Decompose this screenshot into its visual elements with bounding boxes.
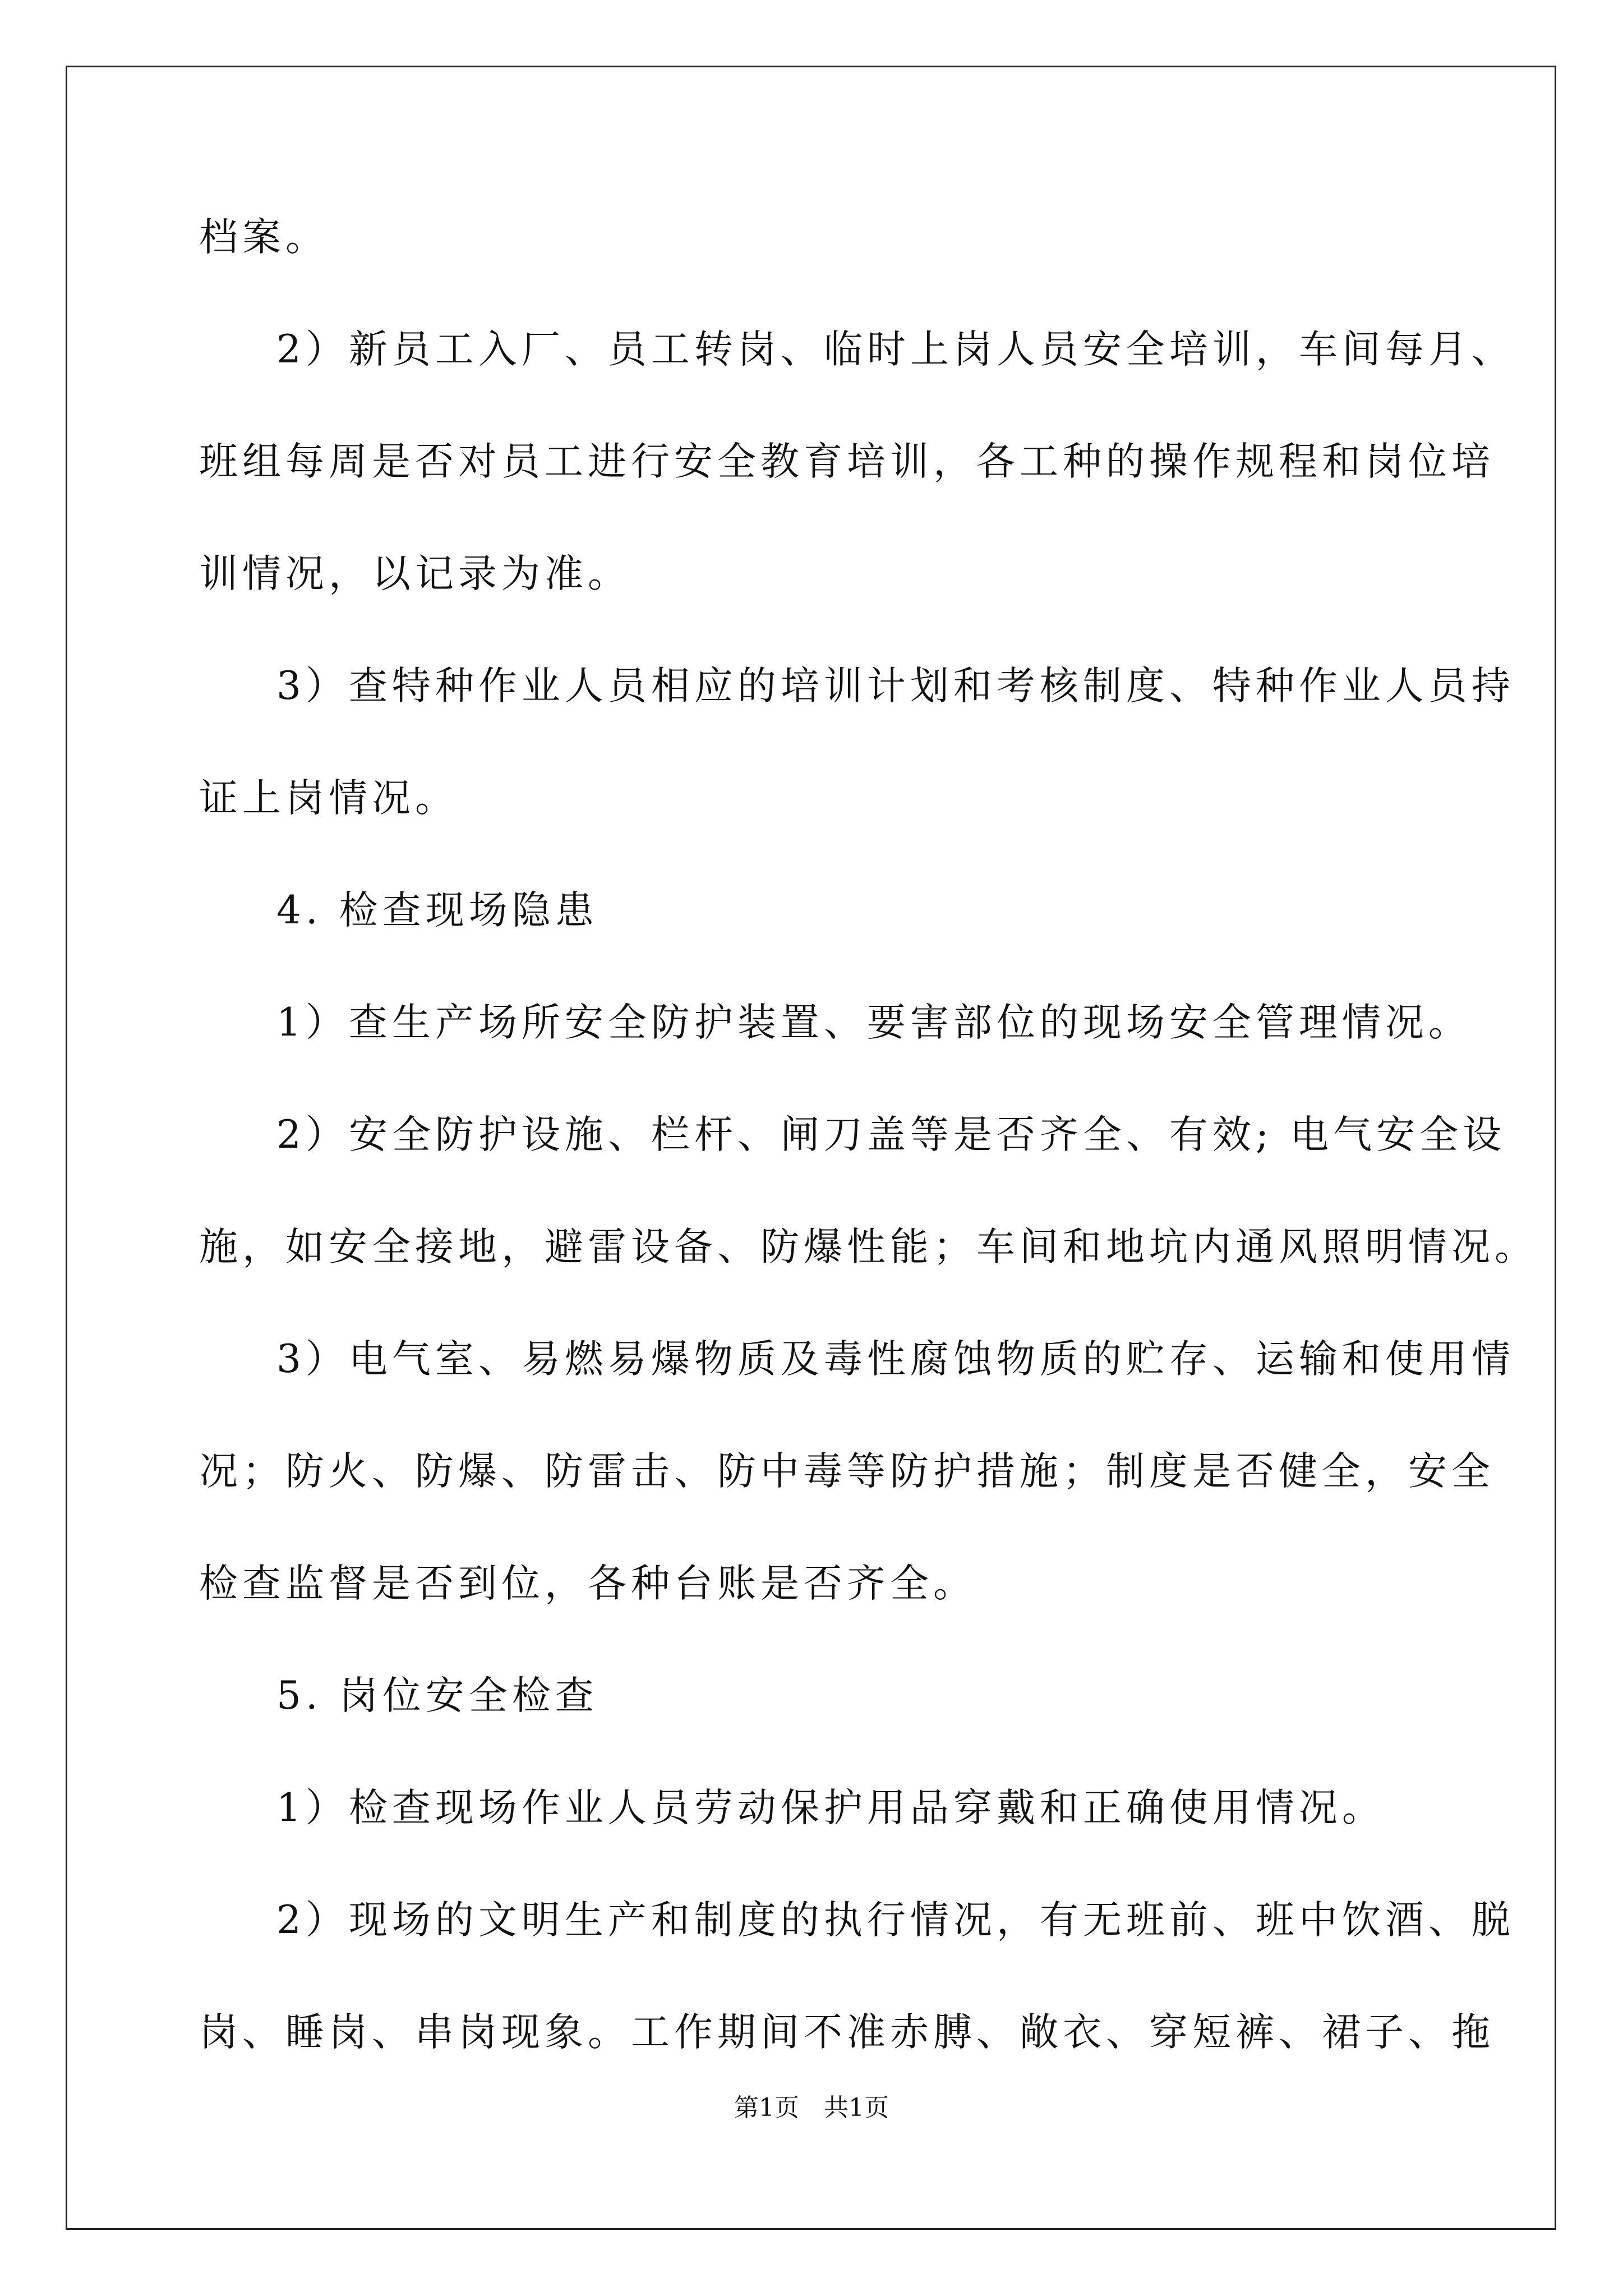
text-line: 岗、睡岗、串岗现象。工作期间不准赤膊、敞衣、穿短裤、裙子、拖 [199, 2010, 1495, 2055]
text-line: 2）安全防护设施、栏杆、闸刀盖等是否齐全、有效; 电气安全设 [276, 1112, 1506, 1157]
text-line: 检查监督是否到位，各种台账是否齐全。 [199, 1561, 976, 1606]
text-line: 班组每周是否对员工进行安全教育培训，各工种的操作规程和岗位培 [199, 439, 1495, 484]
text-line: 证上岗情况。 [199, 776, 458, 821]
text-line: 档案。 [199, 215, 329, 260]
page-footer: 第1页 共1页 [734, 2093, 889, 2122]
text-line: 1）查生产场所安全防护装置、要害部位的现场安全管理情况。 [276, 1000, 1472, 1045]
text-line: 训情况，以记录为准。 [199, 551, 631, 596]
text-line: 施，如安全接地，避雷设备、防爆性能；车间和地坑内通风照明情况。 [199, 1225, 1538, 1269]
text-line: 况；防火、防爆、防雷击、防中毒等防护措施；制度是否健全，安全 [199, 1449, 1495, 1494]
text-line: 3）电气室、易燃易爆物质及毒性腐蚀物质的贮存、运输和使用情 [276, 1337, 1515, 1382]
section-heading: 5. 岗位安全检查 [276, 1673, 598, 1718]
text-line: 2）现场的文明生产和制度的执行情况，有无班前、班中饮酒、脱 [276, 1898, 1515, 1943]
text-line: 3）查特种作业人员相应的培训计划和考核制度、特种作业人员持 [276, 664, 1515, 708]
text-line: 2）新员工入厂、员工转岗、临时上岗人员安全培训，车间每月、 [276, 327, 1515, 372]
section-heading: 4. 检查现场隐患 [276, 888, 598, 933]
text-line: 1）检查现场作业人员劳动保护用品穿戴和正确使用情况。 [276, 1786, 1385, 1830]
